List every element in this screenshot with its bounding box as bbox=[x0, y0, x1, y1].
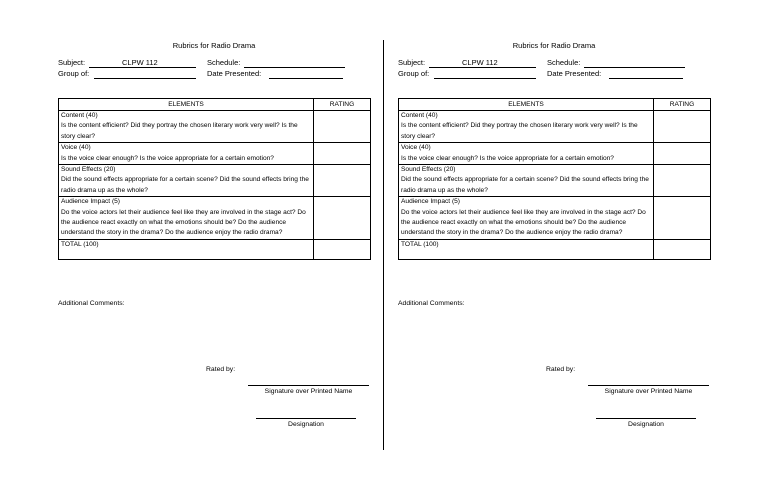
group-label: Group of: bbox=[398, 69, 430, 78]
element-title: Voice (40) bbox=[401, 144, 431, 152]
group-field[interactable] bbox=[434, 78, 536, 79]
element-title: Content (40) bbox=[61, 112, 98, 119]
subject-field[interactable] bbox=[89, 67, 196, 68]
total-rating-cell[interactable] bbox=[314, 239, 371, 259]
element-cell bbox=[399, 143, 654, 165]
element-description: Do the voice actors let their audience feel like they are involved in the stage act? Do the audience react exactly on what the emotions should be? Do the audience understand the story in the drama? Do the audience enjoy the radio drama? bbox=[61, 208, 306, 237]
table-row bbox=[399, 165, 711, 197]
rated-by-label: Rated by: bbox=[546, 366, 576, 373]
rating-cell[interactable] bbox=[654, 143, 711, 165]
table-row bbox=[59, 111, 371, 143]
schedule-label: Schedule: bbox=[547, 58, 581, 67]
element-description: Is the voice clear enough? Is the voice appropriate for a certain emotion? bbox=[401, 154, 614, 162]
table-row bbox=[59, 197, 371, 240]
table-header-row bbox=[399, 99, 711, 111]
additional-comments-label: Additional Comments: bbox=[58, 300, 125, 307]
rubric-table bbox=[58, 98, 371, 260]
total-rating-cell[interactable] bbox=[654, 239, 711, 259]
rated-by-label: Rated by: bbox=[206, 366, 236, 373]
schedule-label: Schedule: bbox=[207, 58, 241, 67]
rating-cell[interactable] bbox=[654, 111, 711, 143]
elements-header: ELEMENTS bbox=[399, 99, 654, 111]
additional-comments-label: Additional Comments: bbox=[398, 300, 465, 307]
subject-value: CLPW 112 bbox=[122, 58, 158, 67]
element-description: Is the voice clear enough? Is the voice appropriate for a certain emotion? bbox=[61, 154, 274, 162]
total-title: TOTAL (100) bbox=[61, 240, 99, 248]
signature-field[interactable] bbox=[248, 385, 369, 386]
rating-cell[interactable] bbox=[314, 165, 371, 197]
table-row bbox=[59, 143, 371, 165]
signature-label: Signature over Printed Name bbox=[264, 388, 353, 395]
signature-label: Signature over Printed Name bbox=[604, 388, 693, 395]
rubric-table bbox=[398, 98, 711, 260]
designation-label: Designation bbox=[288, 421, 324, 428]
schedule-field[interactable] bbox=[584, 67, 685, 68]
element-title: Audience Impact (5) bbox=[61, 198, 121, 206]
rating-header: RATING bbox=[314, 99, 371, 111]
elements-header: ELEMENTS bbox=[59, 99, 314, 111]
element-cell bbox=[399, 111, 654, 143]
table-row bbox=[59, 165, 371, 197]
group-date-row bbox=[398, 69, 710, 81]
date-field[interactable] bbox=[609, 78, 683, 79]
element-description: Is the content efficient? Did they portray the chosen literary work very well? Is the story clear? bbox=[61, 122, 298, 140]
signature-field[interactable] bbox=[588, 385, 709, 386]
element-title: Voice (40) bbox=[61, 144, 91, 152]
subject-label: Subject: bbox=[398, 58, 426, 67]
element-cell bbox=[59, 239, 314, 259]
element-description: Is the content efficient? Did they portray the chosen literary work very well? Is the story clear? bbox=[401, 122, 638, 140]
table-row bbox=[399, 197, 711, 240]
subject-label: Subject: bbox=[58, 58, 86, 67]
table-row bbox=[399, 111, 711, 143]
subject-value: CLPW 112 bbox=[462, 58, 498, 67]
rating-cell[interactable] bbox=[314, 197, 371, 240]
rating-cell[interactable] bbox=[654, 165, 711, 197]
designation-label: Designation bbox=[628, 421, 664, 428]
element-cell bbox=[59, 143, 314, 165]
element-title: Audience Impact (5) bbox=[401, 198, 461, 206]
element-description: Do the voice actors let their audience feel like they are involved in the stage act? Do the audience react exactly on what the emotions should be? Do the audience understand the story in the drama? Do the audience enjoy the radio drama? bbox=[401, 208, 646, 237]
date-field[interactable] bbox=[269, 78, 343, 79]
element-description: Did the sound effects appropriate for a certain scene? Did the sound effects bring the radio drama up as the whole? bbox=[401, 176, 649, 194]
rating-cell[interactable] bbox=[654, 197, 711, 240]
element-cell bbox=[399, 165, 654, 197]
date-label: Date Presented: bbox=[547, 69, 602, 78]
designation-field[interactable] bbox=[596, 418, 696, 419]
group-field[interactable] bbox=[94, 78, 196, 79]
element-cell bbox=[399, 239, 654, 259]
element-cell bbox=[59, 111, 314, 143]
element-title: Sound Effects (20) bbox=[61, 166, 116, 174]
element-title: Content (40) bbox=[401, 112, 438, 119]
table-row-total bbox=[399, 239, 711, 259]
rating-cell[interactable] bbox=[314, 111, 371, 143]
total-title: TOTAL (100) bbox=[401, 240, 439, 248]
schedule-field[interactable] bbox=[244, 67, 345, 68]
element-description: Did the sound effects appropriate for a certain scene? Did the sound effects bring the radio drama up as the whole? bbox=[61, 176, 309, 194]
rubric-sheet-left bbox=[58, 0, 370, 503]
rating-header: RATING bbox=[654, 99, 711, 111]
element-cell bbox=[59, 165, 314, 197]
element-cell bbox=[59, 197, 314, 240]
table-header-row bbox=[59, 99, 371, 111]
element-title: Sound Effects (20) bbox=[401, 166, 456, 174]
element-cell bbox=[399, 197, 654, 240]
table-row-total bbox=[59, 239, 371, 259]
date-label: Date Presented: bbox=[207, 69, 262, 78]
page-divider bbox=[383, 40, 384, 450]
rubric-sheet-right bbox=[398, 0, 710, 503]
subject-field[interactable] bbox=[429, 67, 536, 68]
form-title: Rubrics for Radio Drama bbox=[512, 41, 596, 50]
table-row bbox=[399, 143, 711, 165]
group-date-row bbox=[58, 69, 370, 81]
group-label: Group of: bbox=[58, 69, 90, 78]
rating-cell[interactable] bbox=[314, 143, 371, 165]
designation-field[interactable] bbox=[256, 418, 356, 419]
form-title: Rubrics for Radio Drama bbox=[172, 41, 256, 50]
